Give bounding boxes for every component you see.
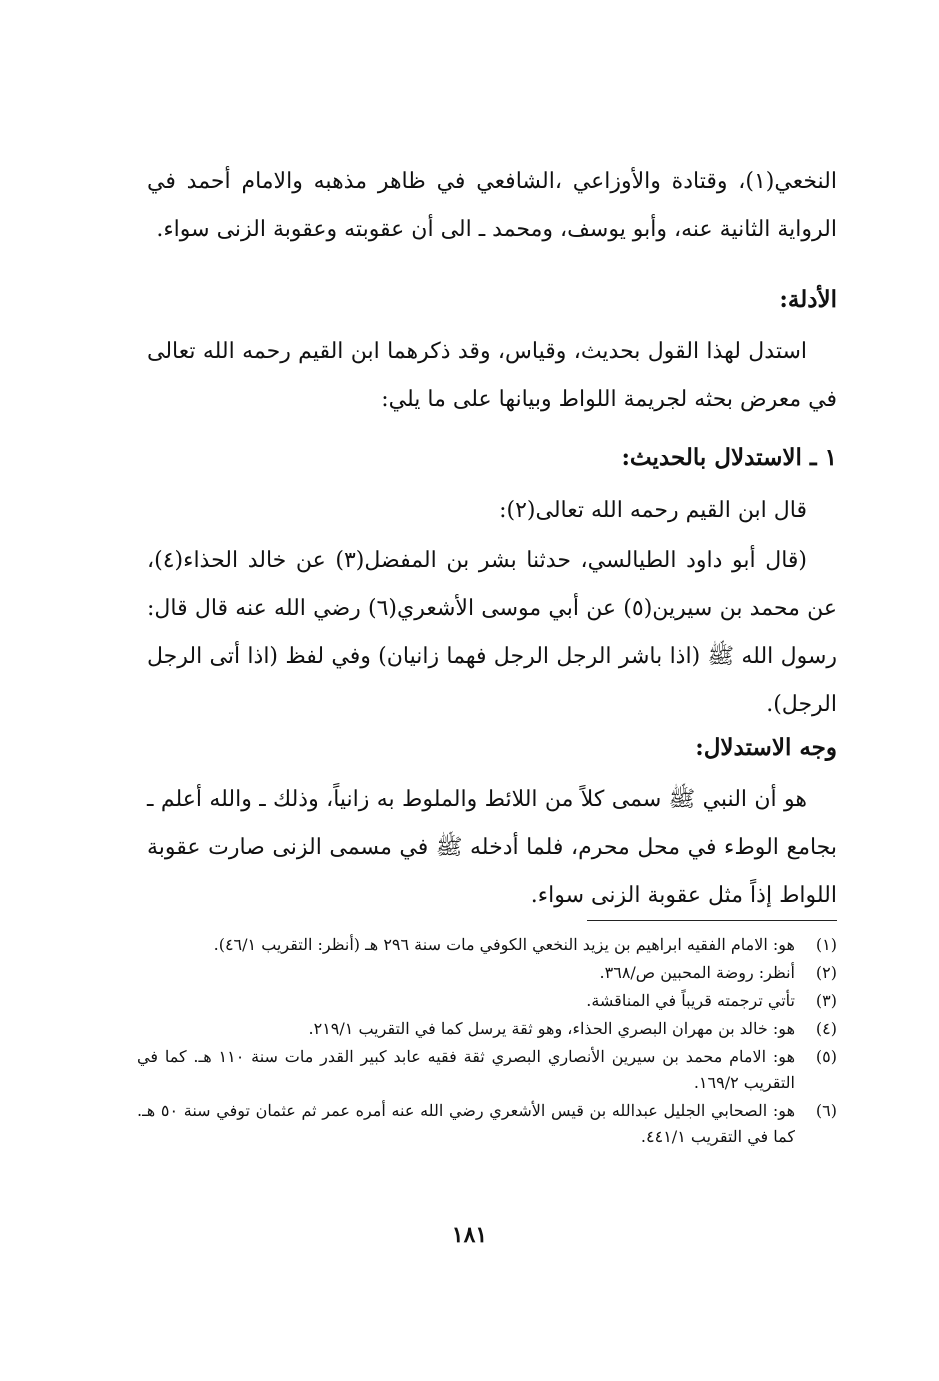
paragraph-intro: النخعي(١)، وقتادة والأوزاعي ،الشافعي في ظاهر مذهبه والامام أحمد في الرواية الثانية عنه، وأبو يوسف، ومحمد ـ الى أن عقوبته وعقوبة الزنى سواء. [147, 169, 837, 242]
footnote-number: (٣) [815, 991, 837, 1010]
heading-wajh-istidlal: وجه الاستدلال: [695, 734, 837, 761]
footnote-item [137, 960, 837, 986]
heading-evidence: الأدلة: [779, 286, 837, 313]
footnote-item [137, 1044, 837, 1096]
footnote-number: (٥) [815, 1047, 837, 1066]
footnote-number: (١) [815, 935, 837, 954]
footnote-text: هو: الامام محمد بن سيرين الأنصاري البصري ثقة فقيه عابد كبير القدر مات سنة ١١٠ هـ. كما في التقريب ١٦٩/٢. [137, 1047, 795, 1092]
page-number: ١٨١ [451, 1222, 488, 1248]
footnote-divider [587, 920, 837, 921]
footnote-number: (٦) [815, 1101, 837, 1120]
footnote-text: أنظر: روضة المحبين ص/٣٦٨. [599, 963, 795, 982]
paragraph-ibn-qayyim: قال ابن القيم رحمه الله تعالى(٢): [499, 498, 807, 523]
footnote-text: تأتي ترجمته قريباً في المناقشة. [586, 991, 795, 1010]
footnote-item [137, 1098, 837, 1150]
footnote-text: هو: الصحابي الجليل عبدالله بن قيس الأشعري رضي الله عنه أمره عمر ثم عثمان توفي سنة ٥٠ هـ. كما في التقريب ٤٤١/١. [137, 1101, 796, 1146]
heading-hadith: ١ ـ الاستدلال بالحديث: [621, 444, 837, 471]
paragraph-hadith-text: (قال أبو داود الطيالسي، حدثنا بشر بن المفضل(٣) عن خالد الحذاء(٤)، عن محمد بن سيرين(٥) عن أبي موسى الأشعري(٦) رضي الله عنه قال قال: رسول الله ﷺ (اذا باشر الرجل الرجل فهما زانيان) وفي لفظ (اذا أتى الرجل الرجل). [147, 548, 838, 717]
footnote-number: (٢) [815, 963, 837, 982]
footnote-item [137, 1016, 837, 1042]
footnote-item [137, 932, 837, 958]
footnote-text: هو: الامام الفقيه ابراهيم بن يزيد النخعي الكوفي مات سنة ٢٩٦ هـ (أنظر: التقريب ٤٦/١). [213, 935, 795, 954]
paragraph-wajh-istidlal: هو أن النبي ﷺ سمى كلاً من اللائط والملوط به زانياً، وذلك ـ والله أعلم ـ بجامع الوطء في محل محرم، فلما أدخله ﷺ في مسمى الزنى صارت عقوبة اللواط إذاً مثل عقوبة الزنى سواء. [147, 787, 837, 908]
paragraph-evidence: استدل لهذا القول بحديث، وقياس، وقد ذكرهما ابن القيم رحمه الله تعالى في معرض بحثه لجريمة اللواط وبيانها على ما يلي: [147, 339, 837, 412]
footnote-item [137, 988, 837, 1014]
footnote-text: هو: خالد بن مهران البصري الحذاء، وهو ثقة يرسل كما في التقريب ٢١٩/١. [308, 1019, 795, 1038]
footnotes-section [137, 932, 837, 1152]
footnote-number: (٤) [815, 1019, 837, 1038]
